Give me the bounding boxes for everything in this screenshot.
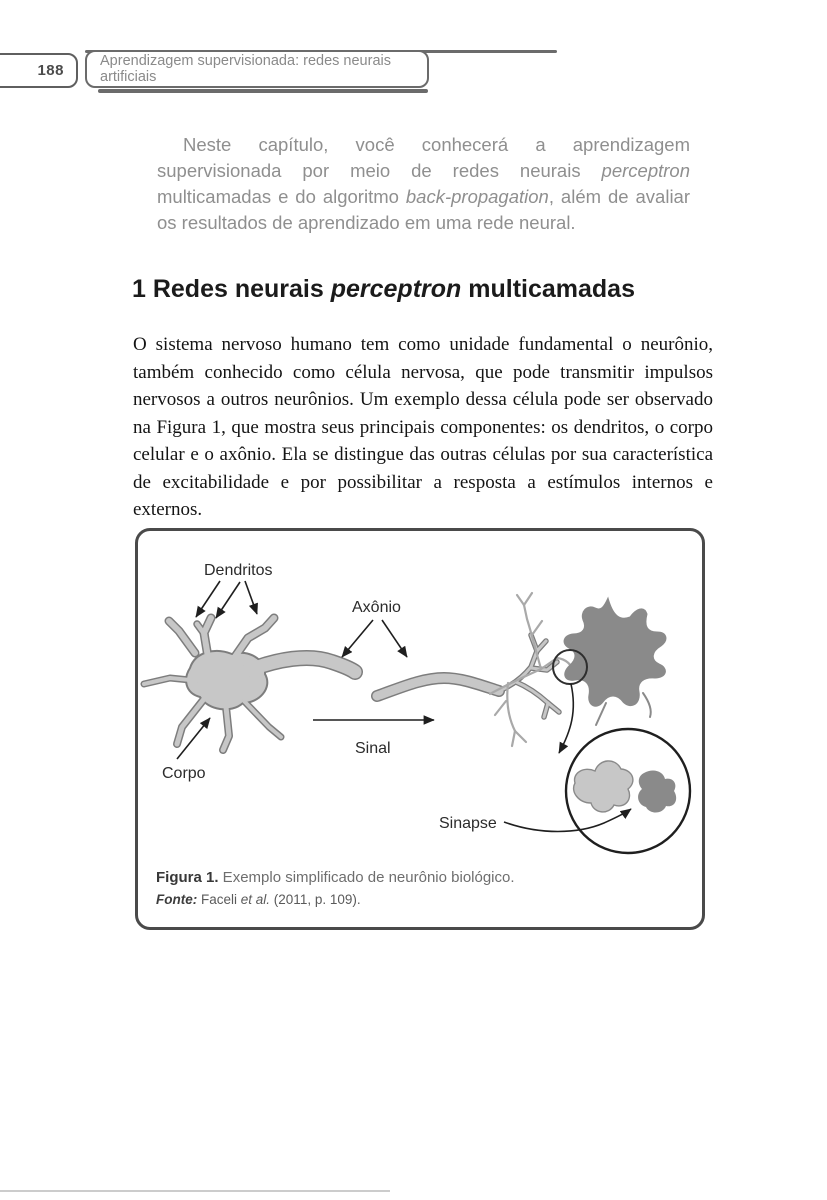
intro-paragraph: Neste capítulo, você conhecerá a aprendizagem supervisionada por meio de redes neurais perceptron multicamadas e do algoritmo back-propagation, além de avaliar os resultados de aprendizado em uma rede neural. bbox=[157, 134, 691, 233]
label-corpo: Corpo bbox=[162, 765, 206, 782]
figure-source: Fonte: Faceli et al. (2011, p. 109). bbox=[156, 892, 361, 907]
dendrite-arrow-1 bbox=[196, 581, 220, 617]
dendrite-arrow-3 bbox=[245, 581, 257, 614]
axon-arrow-2 bbox=[382, 620, 407, 657]
body-paragraph: O sistema nervoso humano tem como unidade fundamental o neurônio, também conhecido como célula nervosa, que pode transmitir impulsos nervosos a outros neurônios. Um exemplo dessa célula pode ser observado na Figura 1, que mostra seus principais componentes: os dendritos, o corpo celular e o axônio. Ela se distingue das outras células por sua característica de excitabilidade e por possibilitar a resposta a estímulos internos e externos. bbox=[133, 334, 713, 520]
axon-arrow-1 bbox=[342, 620, 373, 657]
label-sinal: Sinal bbox=[355, 740, 391, 757]
dendrite-arrow-2 bbox=[216, 582, 240, 618]
header-title-tab bbox=[85, 50, 429, 88]
figure-panel bbox=[135, 528, 705, 930]
bottom-page-rule bbox=[0, 1190, 390, 1192]
section-heading: 1 Redes neurais perceptron multicamadas bbox=[132, 275, 635, 303]
header-shadow-rule bbox=[98, 89, 428, 93]
label-dendritos: Dendritos bbox=[204, 562, 273, 579]
neuron-diagram bbox=[138, 531, 702, 863]
magnifier-link-curve bbox=[559, 684, 573, 753]
figure-caption: Figura 1. Exemplo simplificado de neurônio biológico. bbox=[156, 869, 515, 886]
label-axonio: Axônio bbox=[352, 599, 401, 616]
label-sinapse: Sinapse bbox=[439, 815, 497, 832]
page-number-tab bbox=[0, 53, 78, 88]
page-number: 188 bbox=[37, 62, 64, 79]
header-title: Aprendizagem supervisionada: redes neurais artificiais bbox=[100, 53, 391, 85]
